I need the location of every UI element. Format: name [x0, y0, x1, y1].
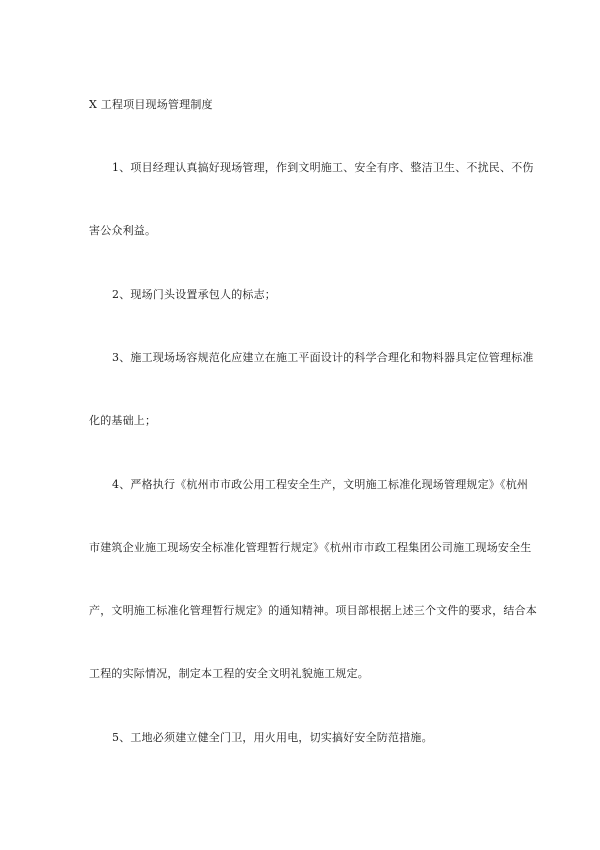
paragraph-4-line-4: 工程的实际情况，制定本工程的安全文明礼貌施工规定。	[89, 667, 369, 680]
paragraph-2-line-1: 2、现场门头设置承包人的标志；	[112, 288, 276, 301]
paragraph-1-line-2: 害公众利益。	[89, 224, 157, 237]
paragraph-4-line-1: 4、严格执行《杭州市市政公用工程安全生产，文明施工标准化现场管理规定》《杭州	[112, 478, 529, 491]
paragraph-3-line-2: 化的基础上；	[89, 414, 157, 427]
paragraph-4-line-2: 市建筑企业施工现场安全标准化管理暂行规定》《杭州市市政工程集团公司施工现场安全生	[89, 541, 532, 554]
document-title: X 工程项目现场管理制度	[89, 98, 213, 111]
paragraph-4-line-3: 产，文明施工标准化管理暂行规定》的通知精神。项目部根据上述三个文件的要求，结合本	[89, 604, 537, 617]
paragraph-3-line-1: 3、施工现场场容规范化应建立在施工平面设计的科学合理化和物料器具定位管理标准	[112, 351, 534, 364]
paragraph-5-line-1: 5、工地必须建立健全门卫，用火用电，切实搞好安全防范措施。	[112, 731, 433, 744]
paragraph-1-line-1: 1、项目经理认真搞好现场管理，作到文明施工、安全有序、整洁卫生、不扰民、不伤	[112, 161, 534, 174]
